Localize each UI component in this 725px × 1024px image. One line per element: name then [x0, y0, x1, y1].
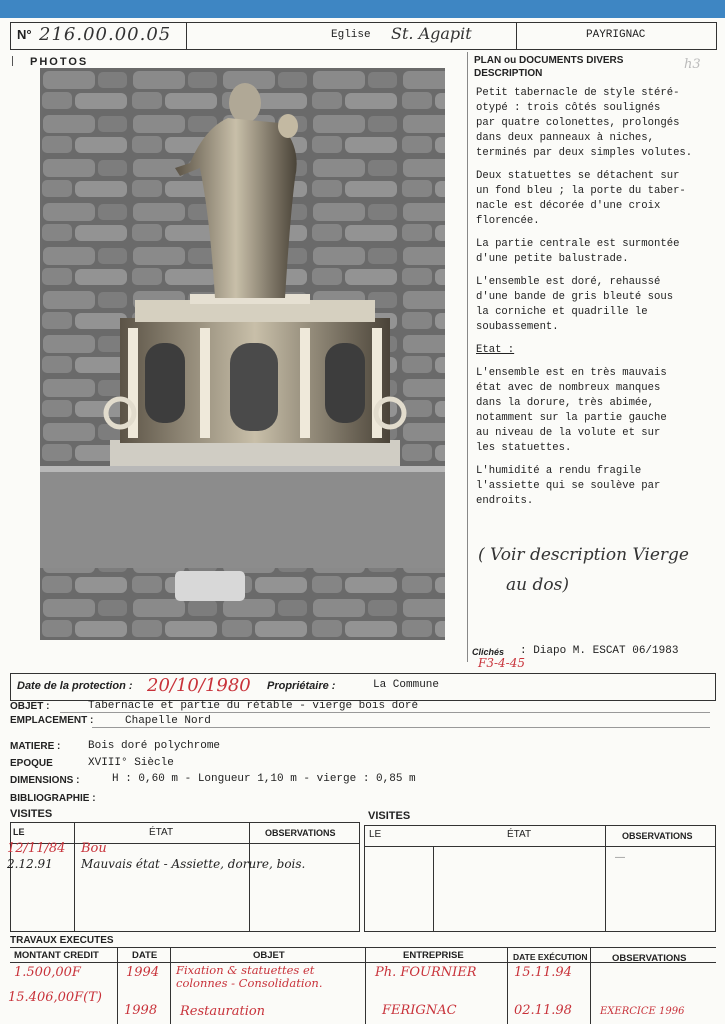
handwritten-note — [478, 540, 718, 600]
emplacement-value: Chapelle Nord — [125, 715, 211, 727]
visite-date-2: 2.12.91 — [7, 857, 53, 871]
ref-number: 216.00.00.05 — [39, 24, 172, 45]
commune-name: PAYRIGNAC — [586, 29, 646, 41]
emplacement-label: EMPLACEMENT : — [10, 715, 94, 726]
travaux-date-2: 1998 — [124, 1003, 158, 1018]
travaux-col-date: DATE — [132, 950, 158, 961]
visites-left-heading: VISITES — [10, 808, 53, 820]
protection-box — [10, 673, 716, 701]
visites-right-table — [364, 825, 716, 932]
tabernacle-photo-illustration — [40, 68, 445, 640]
building-type: Eglise — [331, 29, 371, 41]
travaux-col-objet: OBJET — [253, 950, 285, 961]
column-divider — [467, 52, 468, 662]
objet-value: Tabernacle et partie du rétable - vierge bois doré — [88, 700, 419, 712]
travaux-date-exec-2: 02.11.98 — [514, 1003, 572, 1018]
top-color-bar — [0, 0, 725, 18]
margin-tick — [12, 56, 13, 66]
visites-right-dash: — — [615, 852, 625, 863]
description-paragraph: Petit tabernacle de style stéré- otypé : trois côtés soulignés par quatre colonettes, prolongés dans deux panneaux à niches, terminés par deux simples volutes. — [476, 87, 693, 159]
visites-right-col-etat: ÉTAT — [507, 829, 532, 840]
description-text — [476, 86, 720, 517]
owner-value: La Commune — [373, 679, 440, 691]
plan-title-line2: DESCRIPTION — [474, 68, 543, 79]
plan-title-line1: PLAN ou DOCUMENTS DIVERS — [474, 55, 624, 66]
cliches-ref: F3-4-45 — [478, 656, 525, 670]
visite-etat-2: Mauvais état - Assiette, dorure, bois. — [81, 857, 306, 871]
visite-date-1: 12/11/84 — [7, 841, 66, 856]
description-paragraph: La partie centrale est surmontée d'une petite balustrade. — [476, 238, 680, 265]
travaux-col-date-exec: DATE EXÉCUTION — [513, 952, 588, 962]
plan-title — [474, 54, 623, 80]
visites-right-col-le: LE — [369, 829, 382, 840]
dimensions-value: H : 0,60 m - Longueur 1,10 m - vierge : 0,85 m — [112, 773, 416, 785]
description-paragraph: L'ensemble est doré, rehaussé d'une bande de gris bleuté sous la corniche et quadrille le soubassement. — [476, 276, 674, 333]
tabernacle-photo — [40, 68, 445, 640]
cliches-label: Clichés — [472, 647, 505, 657]
travaux-montant-2: 15.406,00F(T) — [8, 990, 102, 1005]
visites-right-heading: VISITES — [368, 810, 411, 822]
protection-date: 20/10/1980 — [147, 675, 251, 696]
protection-date-label: Date de la protection : — [17, 680, 133, 692]
visites-left-col-obs: OBSERVATIONS — [265, 828, 336, 838]
etat-heading: Etat : — [476, 344, 515, 356]
travaux-col-montant: MONTANT CREDIT — [14, 950, 99, 961]
travaux-entreprise-1: Ph. FOURNIER — [375, 965, 477, 980]
travaux-entreprise-2: FERIGNAC — [382, 1003, 457, 1018]
description-paragraph: Deux statuettes se détachent sur un fond bleu ; la porte du taber- nacle est décorée d'une croix florencée. — [476, 170, 686, 227]
visites-left-col-etat: ÉTAT — [149, 827, 174, 838]
building-name: St. Agapit — [391, 24, 472, 43]
owner-label: Propriétaire : — [267, 680, 336, 692]
travaux-montant-1: 1.500,00F — [14, 965, 81, 980]
travaux-date-exec-1: 15.11.94 — [514, 965, 572, 980]
etat-paragraph: L'humidité a rendu fragile l'assiette qui se soulève par endroits. — [476, 465, 661, 507]
handwritten-note-line2: au dos) — [506, 575, 569, 595]
travaux-heading: TRAVAUX EXECUTES — [10, 935, 114, 946]
matiere-value: Bois doré polychrome — [88, 740, 221, 752]
objet-label: OBJET : — [10, 701, 50, 712]
bibliographie-label: BIBLIOGRAPHIE : — [10, 793, 96, 804]
plan-corner-mark: h3 — [684, 57, 701, 72]
epoque-label: EPOQUE — [10, 758, 53, 769]
travaux-col-entreprise: ENTREPRISE — [403, 950, 464, 961]
dimensions-label: DIMENSIONS : — [10, 775, 80, 786]
visites-left-col-le: LE — [13, 827, 25, 837]
travaux-date-1: 1994 — [126, 965, 160, 980]
travaux-objet-1: Fixation & statuettes et colonnes - Consolidation. — [176, 963, 323, 990]
handwritten-note-line1: ( Voir description Vierge — [478, 545, 689, 565]
cliches-value: : Diapo M. ESCAT 06/1983 — [520, 645, 679, 657]
visites-right-col-obs: OBSERVATIONS — [622, 831, 693, 841]
visites-left-table — [7, 822, 360, 932]
etat-paragraph: L'ensemble est en très mauvais état avec de nombreux manques dans la dorure, très abimée, notamment sur la partie gauche au niveau de la volute et sur les statuettes. — [476, 367, 667, 454]
photos-label: PHOTOS — [30, 56, 89, 68]
visite-name-1: Bou — [81, 841, 107, 856]
travaux-obs-2: EXERCICE 1996 — [600, 1006, 685, 1017]
ref-prefix: N° — [17, 27, 32, 42]
header-box — [10, 22, 717, 50]
matiere-label: MATIERE : — [10, 741, 61, 752]
epoque-value: XVIII° Siècle — [88, 757, 174, 769]
travaux-col-obs: OBSERVATIONS — [612, 953, 687, 964]
travaux-objet-2: Restauration — [180, 1004, 266, 1019]
